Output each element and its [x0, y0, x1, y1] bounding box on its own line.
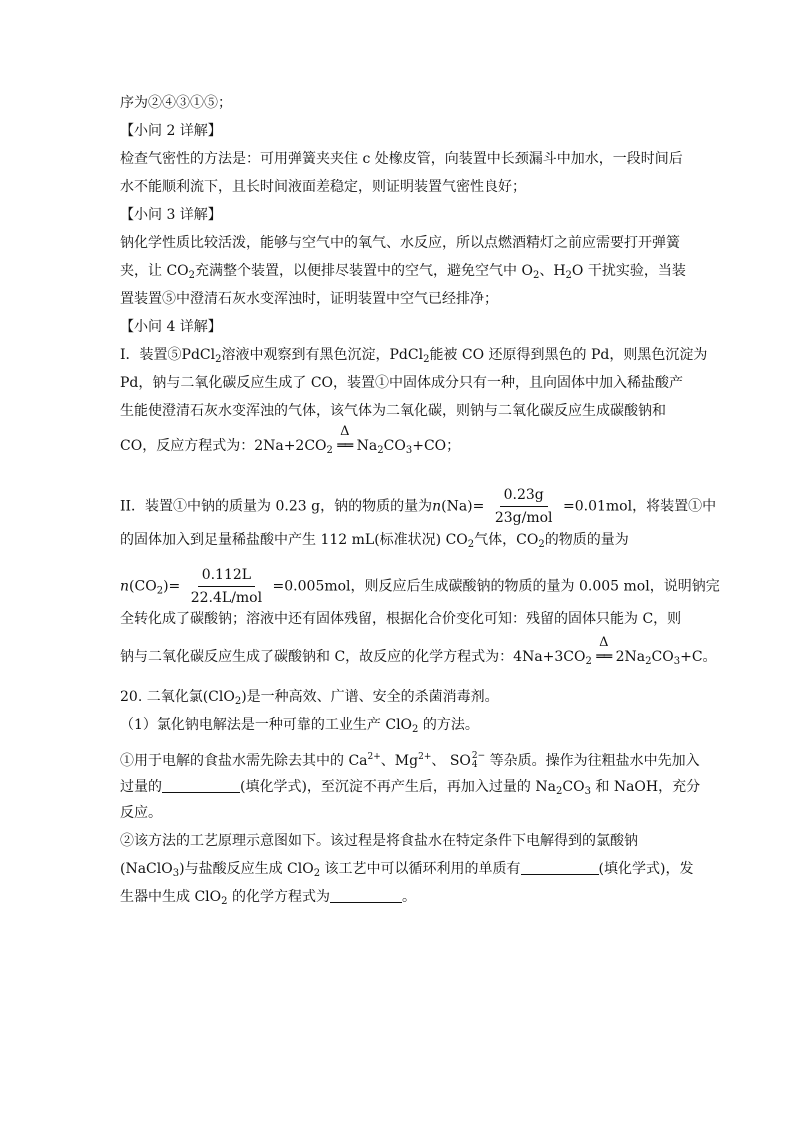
text-line: ①用于电解的食盐水需先除去其中的 $Ca^{2+}$、$Mg^{2+}$、 SO 2− 4 等杂质。操作为往粗盐水中先加入 — [120, 751, 700, 770]
text-line: 序为②④③①⑤； — [120, 95, 232, 111]
text-line: Pd，钠与二氧化碳反应生成了 CO，装置①中固体成分只有一种，且向固体中加入稀盐酸产 — [120, 375, 684, 391]
answer-blank[interactable] — [521, 860, 599, 875]
text-line: 置装置⑤中澄清石灰水变浑浊时，证明装置中空气已经排净； — [120, 291, 498, 307]
section-heading: 【小问 3 详解】 — [120, 207, 222, 223]
text-line: 生能使澄清石灰水变浑浊的气体，该气体为二氧化碳，则钠与二氧化碳反应生成碳酸钠和 — [120, 403, 666, 419]
equation-line: 钠与二氧化碳反应生成了碳酸钠和 C，故反应的化学方程式为：$4Na+3CO_2$ Δ ══ $2Na_2CO_3+C$。 — [120, 635, 717, 667]
answer-blank[interactable] — [162, 778, 240, 793]
section-heading: 【小问 4 详解】 — [120, 319, 222, 335]
text-line: (NaClO$_3$)与盐酸反应生成 ClO$_2$ 该工艺中可以循环利用的单质有 (填化学式)，发 — [120, 861, 694, 879]
answer-blank[interactable] — [330, 888, 402, 903]
text-line: 全转化成了碳酸钠；溶液中还有固体残留，根据化合价变化可知：残留的固体只能为 C，则 — [120, 611, 682, 627]
fraction: $\frac{0.23g}{\text{23g/mol}}$ — [494, 487, 553, 526]
text-line: I．装置⑤PdCl$_2$溶液中观察到有黑色沉淀，PdCl$_2$能被 CO 还原得到黑色的 Pd，则黑色沉淀为 — [120, 347, 708, 365]
text-line: 钠化学性质比较活泼，能够与空气中的氧气、水反应，所以点燃酒精灯之前应需要打开弹簧 — [120, 235, 680, 251]
text-line: 生器中生成 ClO$_2$ 的化学方程式为 。 — [120, 889, 416, 907]
sulfate-formula: SO 2− 4 — [449, 751, 486, 770]
fraction: $\frac{0.112L}{\text{22.4L/mol}}$ — [190, 567, 263, 606]
text-line: 水不能顺利流下，且长时间液面差稳定，则证明装置气密性良好； — [120, 179, 526, 195]
text-line: II．装置①中钠的质量为 0.23 g，钠的物质的量为n(Na)= $\frac{0.23g}{\text{23g/mol}}$ =0.01mol，将装置①中 — [120, 487, 717, 526]
section-heading: 【小问 2 详解】 — [120, 123, 222, 139]
heating-condition: Δ ══ — [596, 635, 612, 665]
heating-condition: Δ ══ — [337, 424, 353, 454]
question-title: 20. 二氧化氯(ClO$_2$)是一种高效、广谱、安全的杀菌消毒剂。 — [120, 689, 499, 707]
text-line: （1）氯化钠电解法是一种可靠的工业生产 ClO$_2$ 的方法。 — [120, 717, 479, 735]
text-line: 的固体加入到足量稀盐酸中产生 112 mL(标准状况) $CO_2$气体，$CO_2$的物质的量为 — [120, 532, 629, 550]
text-line: 过量的 (填化学式)，至沉淀不再产生后，再加入过量的 $Na_2CO_3$ 和 NaOH，充分 — [120, 779, 701, 797]
text-line: 检查气密性的方法是：可用弹簧夹夹住 c 处橡皮管，向装置中长颈漏斗中加水，一段时间后 — [120, 151, 683, 167]
text-line: ②该方法的工艺原理示意图如下。该过程是将食盐水在特定条件下电解得到的氯酸钠 — [120, 833, 638, 849]
equation-line: CO，反应方程式为：$2Na+2CO_2$ Δ ══ $Na_2CO_3+CO$； — [120, 424, 461, 456]
text-line: 夹，让 $CO_2$充满整个装置，以便排尽装置中的空气，避免空气中 $O_2$、$H_2O$ 干扰实验，当装 — [120, 263, 686, 281]
text-line: 反应。 — [120, 805, 162, 821]
text-line: $n(CO_2)=$ $\frac{0.112L}{\text{22.4L/mol}}$ =0.005mol，则反应后生成碳酸钠的物质的量为 0.005 mol，说明钠完 — [120, 567, 720, 606]
